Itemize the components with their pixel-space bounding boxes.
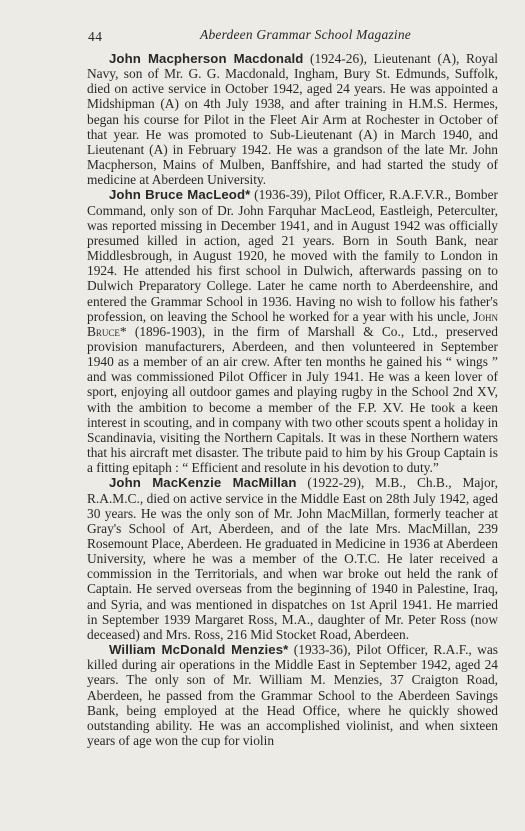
- page-number: 44: [88, 29, 103, 44]
- entry-body: (1922-29), M.B., Ch.B., Major, R.A.M.C., died on active service in the Middle East on 28th July 1942, aged 30 years. He was the only son of Mr. John MacMillan, formerly teacher at Gray's School of Art, Aberdeen, and of the late Mrs. MacMillan, 239 Rosemount Place, Aberdeen. He graduated in Medicine in 1936 at Aberdeen University, where he was a member of the O.T.C. He later received a commission in the Territorials, and when war broke out held the rank of Captain. He served overseas from the beginning of 1940 in Palestine, Iraq, and Syria, and was mentioned in dispatches on 1st April 1941. He married in September 1939 Margaret Ross, M.A., daughter of Mr. Peter Ross (now deceased) and Mrs. Ross, 216 Mid Stocket Road, Aberdeen.: [87, 475, 498, 642]
- entry-body-part-1: (1936-39), Pilot Officer, R.A.F.V.R., Bomber Command, only son of Dr. John Farquhar MacLeod, Eastleigh, Peterculter, was reported missing in December 1941, and in August 1942 was officially presumed killed in action, aged 21 years. Born in South Bank, near Middlesbrough, in August 1920, he moved with the family to London in 1924. He attended his first school in Dulwich, afterwards passing on to Dulwich Preparatory College. Later he came north to Aberdeenshire, and entered the Grammar School in 1936. Having no wish to follow his father's profession, on leaving the School he worked for a year with his uncle,: [87, 187, 498, 324]
- journal-title: Aberdeen Grammar School Magazine: [200, 27, 411, 42]
- entry-name: John Macpherson Macdonald: [109, 51, 304, 66]
- obituary-entry-macmillan: [87, 475, 498, 642]
- entry-name: William McDonald Menzies*: [109, 642, 289, 658]
- entry-name: John MacKenzie MacMillan: [109, 475, 297, 491]
- obituary-entry-menzies: [87, 642, 498, 748]
- entry-cross-reference-name: John Bruce*: [87, 308, 498, 339]
- entry-body: (1933-36), Pilot Officer, R.A.F., was killed during air operations in the Middle East in September 1942, aged 24 years. The only son of Mr. William M. Menzies, 37 Craigton Road, Aberdeen, he passed from the Grammar School to the Aberdeen Savings Bank, being employed at the Head Office, where he quickly showed outstanding ability. He was an accomplished violinist, and when sixteen years of age won the cup for violin: [87, 642, 498, 749]
- obituary-entry-macdonald: [87, 51, 498, 187]
- running-head: [88, 26, 498, 46]
- entry-name: John Bruce MacLeod*: [109, 187, 251, 203]
- obituary-text-block: [87, 51, 498, 748]
- entry-body-part-2: (1896-1903), in the firm of Marshall & Co., Ltd., preserved provision manufacturers, Aberdeen, and then volunteered in September 1940 as a member of an air crew. After ten months he gained his “ wings ” and was commissioned Pilot Officer in July 1941. He was a keen lover of sport, enjoying all outdoor games and playing rugby in the School 2nd XV, with the ambition to become a member of the F.P. XV. He took a keen interest in scouting, and in company with two other scouts spent a holiday in Scandinavia, visiting the Northern Capitals. It was in these Northern waters that his aircraft met disaster. The tribute paid to him by his Group Captain is a fitting epitaph : “ Efficient and resolute in his devotion to duty.”: [87, 323, 498, 476]
- obituary-entry-macleod: [87, 187, 498, 475]
- entry-body: (1924-26), Lieutenant (A), Royal Navy, son of Mr. G. G. Macdonald, Ingham, Bury St. Edmunds, Suffolk, died on active service in October 1942, aged 24 years. He was appointed a Midshipman (A) on 4th July 1938, and after training in H.M.S. Hermes, began his course for Pilot in the Fleet Air Arm at Rochester in October of that year. He was promoted to Sub-Lieutenant (A) in March 1940, and Lieutenant (A) in February 1942. He was a grandson of the late Mr. John Macpherson, Mains of Mulben, Banffshire, and had started the study of medicine at Aberdeen University.: [87, 51, 498, 188]
